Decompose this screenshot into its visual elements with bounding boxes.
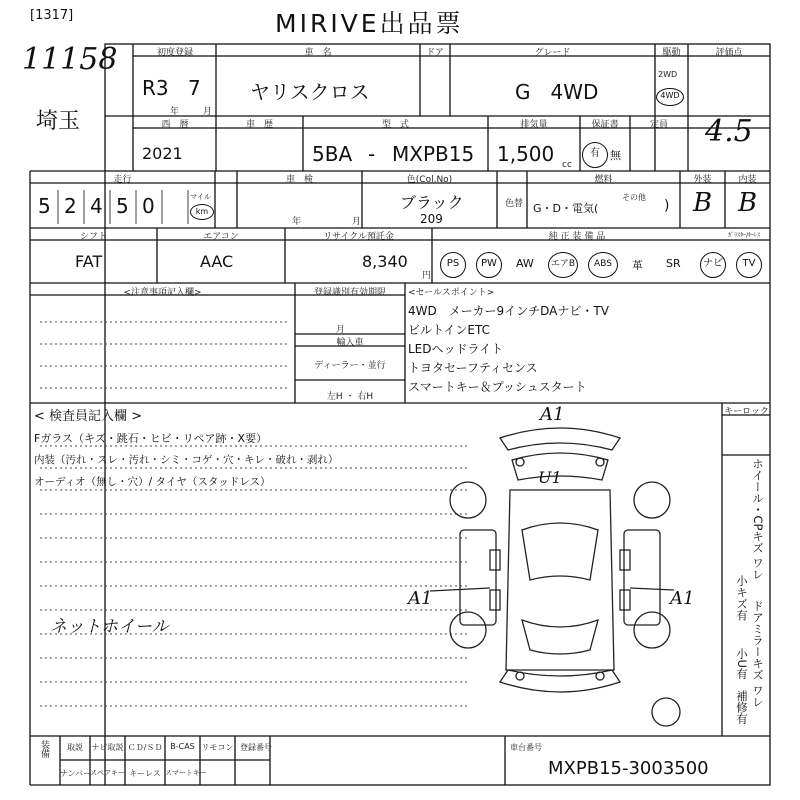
label-era-month: 月: [203, 107, 213, 117]
model-code: MXPB15: [392, 142, 475, 166]
year: 2021: [142, 144, 183, 163]
label-mileage: 走行: [113, 175, 132, 185]
label-serial: 車台番号: [510, 743, 542, 752]
bottom-cell: ＣＤ/ＳＤ: [127, 743, 163, 752]
equip-aw: AW: [516, 257, 534, 270]
label-caution: <注意事項記入欄>: [123, 288, 202, 298]
score-value: 4.5: [705, 114, 753, 149]
model-prefix: 5BA: [312, 142, 353, 166]
fuel-close: ): [664, 198, 670, 214]
label-equipment: 純 正 装 備 品: [548, 232, 606, 242]
inspector-note: 内装（汚れ・スレ・汚れ・シミ・コゲ・穴・キレ・破れ・剥れ）: [34, 454, 339, 466]
mileage-digit-2: 2: [64, 194, 77, 218]
equip-airbag: エアB: [548, 252, 578, 278]
equip-ps: PS: [440, 252, 466, 278]
car-name: ヤリスクロス: [250, 80, 370, 104]
label-key-lock: キーロック: [724, 407, 769, 417]
mileage-digit-3: 4: [90, 194, 103, 218]
label-seireki: 西 暦: [161, 120, 189, 130]
equip-pw: PW: [476, 252, 502, 278]
inspection-month: 月: [352, 217, 362, 227]
mileage-unit-km: km: [190, 204, 214, 220]
label-steering: 左H ・ 右H: [326, 392, 374, 402]
era: R3: [142, 76, 169, 100]
label-grade: グレード: [534, 48, 571, 58]
model-dash: -: [368, 142, 376, 166]
label-equipment-side: 装備: [39, 740, 49, 758]
mileage-digit-1: 5: [38, 194, 51, 218]
sales-point: ビルトインETC: [408, 323, 490, 337]
right-note: ホイール・CPキズ ワレ: [751, 458, 765, 581]
bottom-cell: スペアキー: [90, 769, 125, 777]
sales-point: トヨタセーフティセンス: [408, 361, 538, 375]
car-diagram: [430, 420, 690, 730]
label-model: 型 式: [381, 120, 409, 130]
label-fuel-other: その他: [622, 193, 646, 202]
label-displacement: 排気量: [520, 120, 548, 130]
interior-grade: B: [738, 188, 758, 218]
label-inspection: 車 検: [285, 175, 313, 185]
label-car-name: 車 名: [304, 48, 332, 58]
grade: G 4WD: [515, 80, 599, 104]
label-sales-points: <セールスポイント>: [408, 288, 495, 298]
bottom-cell: 取説: [67, 743, 83, 752]
bottom-cell: ナンバー: [60, 769, 92, 778]
diagram-mark: A1: [540, 404, 565, 425]
label-shift: シフト: [79, 232, 107, 242]
diagram-mark: U1: [538, 468, 562, 487]
ref-number: [1317]: [30, 8, 74, 23]
label-aircon: エアコン: [203, 232, 239, 242]
inspection-year: 年: [292, 217, 302, 227]
mileage-unit-mile: マイル: [190, 193, 211, 201]
label-reg-no: 登録番号: [240, 743, 272, 752]
exterior-grade: B: [693, 188, 713, 218]
right-note: 小U有: [735, 648, 749, 680]
drive-2wd: 2WD: [658, 70, 678, 79]
label-import: 輸入車: [336, 338, 364, 348]
equip-abs: ABS: [588, 252, 618, 278]
sales-point: スマートキー＆プッシュスタート: [408, 380, 587, 394]
bottom-cell: ナビ取説: [91, 743, 124, 752]
displacement-unit: cc: [562, 160, 572, 170]
recycle-unit: 円: [422, 271, 432, 281]
displacement: 1,500: [497, 142, 555, 166]
label-dealer: ディーラー・並行: [314, 361, 386, 371]
diagram-mark: A1: [408, 588, 433, 609]
equip-leather: 革: [632, 259, 643, 272]
equip-navi: ナビ: [700, 252, 726, 278]
label-tv-extra: ｶﾞﾗｽﾀｰ/ｷｰﾚｽ: [728, 232, 761, 239]
warranty-yes: 有: [582, 142, 608, 168]
label-reg-date: 登録識別有効期限: [313, 288, 386, 298]
sales-point: 4WD メーカー9インチDAナビ・TV: [408, 304, 609, 318]
equip-tv: TV: [736, 252, 762, 278]
label-exterior: 外装: [693, 175, 712, 185]
sales-point: LEDヘッドライト: [408, 342, 504, 356]
equip-sr: SR: [666, 257, 681, 270]
label-color-sub: 色替: [505, 199, 524, 209]
label-era-year: 年: [170, 107, 180, 117]
inspector-note: オーディオ（無し・穴）/ タイヤ（スタッドレス）: [34, 476, 271, 488]
region: 埼玉: [36, 109, 81, 134]
bottom-cell: キーレス: [129, 769, 161, 778]
label-reg-month: 月: [336, 325, 346, 335]
color-name: ブラック: [400, 193, 464, 212]
label-door: ドア: [426, 48, 444, 58]
aircon: AAC: [200, 252, 234, 271]
label-recycle: リサイクル預託金: [323, 232, 394, 242]
warranty-no: 無: [610, 149, 621, 162]
month: 7: [188, 76, 201, 100]
recycle: 8,340: [362, 252, 408, 271]
lot-number: 11158: [22, 42, 118, 77]
shift: FAT: [75, 252, 103, 271]
right-note: 小キズ有: [735, 575, 749, 621]
bottom-cell: スマートキー: [165, 769, 207, 777]
drive-4wd: 4WD: [656, 88, 684, 106]
color-no: 209: [420, 212, 443, 226]
right-note: 補修有: [735, 690, 749, 725]
bottom-cell: リモコン: [201, 743, 234, 752]
label-chassis: 車 歴: [245, 120, 273, 130]
page-title: MIRIVE出品票: [275, 9, 464, 38]
mileage-digit-4: 5: [116, 194, 129, 218]
diagram-mark: A1: [670, 588, 695, 609]
label-color: 色(Col.No): [406, 175, 453, 185]
right-note: ドアミラーキズ ワレ: [751, 600, 765, 708]
inspector-note: ネットホイール: [50, 617, 169, 637]
mileage-digit-5: 0: [142, 194, 155, 218]
label-warranty: 保証書: [591, 120, 619, 130]
bottom-cell: B-CAS: [170, 742, 195, 751]
fuel-options: G・D・電気(: [533, 202, 599, 215]
label-fuel: 燃料: [594, 175, 613, 185]
label-drive: 駆動: [662, 48, 681, 58]
label-first-reg: 初度登録: [156, 48, 193, 58]
inspector-note: Fガラス（キズ・跳石・ヒビ・リペア跡・X要）: [34, 432, 268, 445]
label-capacity: 定員: [649, 120, 668, 130]
serial-number: MXPB15-3003500: [548, 758, 709, 779]
label-inspector: < 検査員記入欄 >: [34, 409, 143, 424]
label-score: 評価点: [715, 48, 743, 58]
label-interior: 内装: [738, 175, 757, 185]
